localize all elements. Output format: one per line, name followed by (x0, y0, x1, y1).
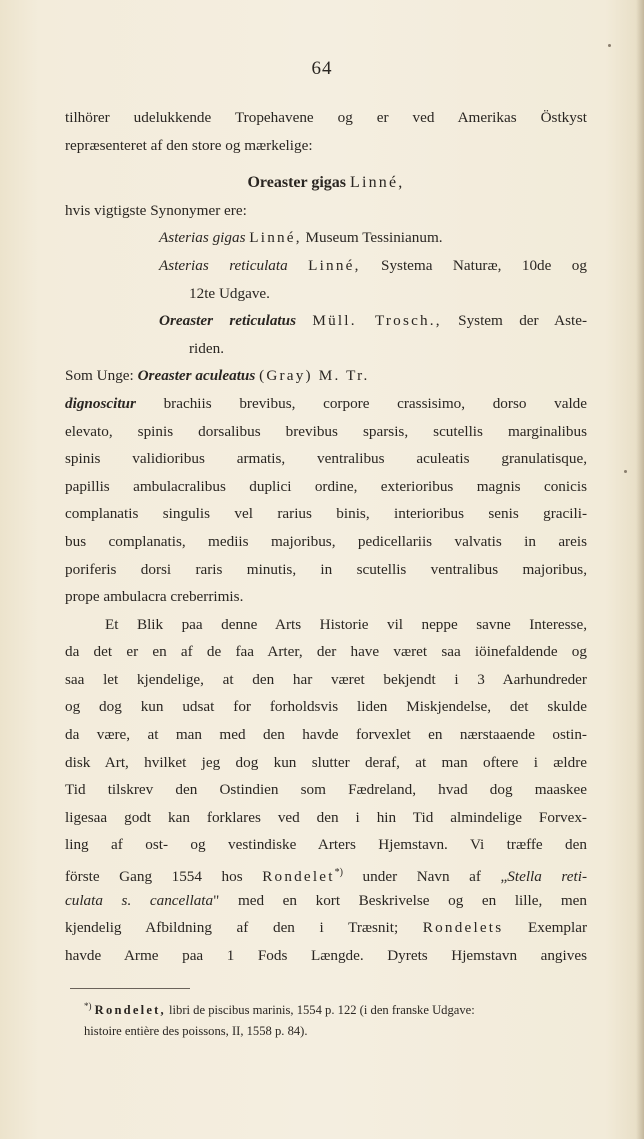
footnote-author: Rondelet, (94, 1003, 166, 1018)
paragraph-line: og dog kun udsat for forholdsvis liden Miskjendelse, det skulde (65, 698, 587, 716)
footnote-divider (70, 988, 190, 989)
text-line: repræsenteret af den store og mærkelige: (65, 136, 313, 154)
synonym-entry (65, 307, 587, 335)
synonym-entry (65, 252, 587, 280)
quote-close: " (213, 891, 220, 909)
synonym-source: Museum Tessinianum. (305, 229, 443, 247)
paragraph-line (65, 859, 587, 887)
synonym-name: Oreaster reticulatus (159, 312, 297, 330)
synonym-source: System der Aste- (458, 312, 587, 330)
footnote-marker: *) (334, 867, 343, 879)
paragraph-line: Tid tilskrev den Ostindien som Fædreland, hvad dog maaskee (65, 781, 587, 799)
paragraph-line (65, 914, 587, 942)
text-run: kjendelig Afbildning af den i Træsnit; (65, 919, 399, 937)
diagnosis-line: papillis ambulacralibus duplici ordine, exterioribus magnis conicis (65, 477, 587, 495)
diagnosis-line (65, 390, 587, 418)
paragraph-line: havde Arme paa 1 Fods Længde. Dyrets Hjemstavn angives (65, 946, 587, 964)
synonym-author: Linné, (308, 256, 361, 274)
paragraph-line: da være, at man med den havde forvexlet en nærstaaende ostin- (65, 726, 587, 744)
paper-speck (624, 470, 627, 473)
text-run: med en kort Beskrivelse og en lille, men (237, 891, 587, 909)
footnote-line: histoire entière des poissons, II, 1558 p. 84). (84, 1024, 308, 1039)
species-author: Linné, (349, 174, 405, 192)
footnote-marker: *) (84, 1001, 92, 1011)
synonym-author: Linné, (249, 229, 302, 247)
species-heading (65, 169, 587, 197)
species-name: Oreaster gigas (247, 174, 346, 192)
paragraph-line: Et Blik paa denne Arts Historie vil neppe savne Interesse, (105, 615, 587, 633)
paragraph-line: da det er en af de faa Arter, der have været saa iöinefaldende og (65, 643, 587, 661)
synonym-continuation: 12te Udgave. (189, 284, 270, 302)
diagnosis-line: complanatis singulis vel rarius binis, interioribus senis gracili- (65, 505, 587, 523)
diagnosis-line: elevato, spinis dorsalibus brevibus sparsis, scutellis marginalibus (65, 422, 587, 440)
page-number: 64 (311, 58, 333, 79)
paragraph-line: ligesaa godt kan forklares ved den i hin Tid almindelige Forvex- (65, 808, 587, 826)
synonym-author: Müll. Trosch., (312, 312, 442, 330)
text-run: Exemplar (527, 919, 588, 937)
juvenile-synonym (65, 362, 587, 390)
som-unge-label: Som Unge: (65, 367, 134, 385)
text-line: tilhörer udelukkende Tropehavene og er ved Amerikas Östkyst (65, 109, 587, 126)
footnote-line (84, 996, 584, 1021)
footnote (84, 996, 584, 1042)
diagnosis-line: bus complanatis, mediis majoribus, pedicellariis valvatis in areis (65, 532, 587, 550)
paragraph-line (65, 887, 587, 915)
synonym-source: Systema Naturæ, 10de og (381, 256, 587, 274)
text-run: under Navn af (362, 868, 481, 886)
author-name: Rondelet (262, 868, 335, 886)
quote-open: „ (500, 868, 508, 886)
paragraph-line: saa let kjendelige, at den har været bekjendt i 3 Aarhundreder (65, 670, 587, 688)
diagnosis-line: prope ambulacra creberrimis. (65, 588, 244, 606)
footnote-text: libri de piscibus marinis, 1554 p. 122 (i den franske Udgave: (169, 1003, 475, 1018)
juvenile-author: (Gray) M. Tr. (259, 367, 370, 385)
diagnosis-text: brachiis brevibus, corpore crassisimo, dorso valde (163, 394, 588, 412)
diagnosis-line: poriferis dorsi raris minutis, in scutellis ventralibus majoribus, (65, 560, 587, 578)
juvenile-name: Oreaster aculeatus (137, 367, 256, 385)
work-title: Stella reti- (507, 868, 587, 886)
paragraph-line: ling af ost- og vestindiske Arters Hjemstavn. Vi træffe den (65, 836, 587, 854)
page-text (65, 104, 587, 969)
diagnosis-lead: dignoscitur (65, 394, 136, 412)
synonym-entry (65, 224, 587, 252)
author-name: Rondelets (422, 919, 504, 937)
synonym-name: Asterias reticulata (159, 256, 288, 274)
text-line: hvis vigtigste Synonymer ere: (65, 201, 247, 219)
page-edge-shadow (636, 0, 644, 1139)
diagnosis-line: spinis validioribus armatis, ventralibus aculeatis granulatisque, (65, 450, 587, 468)
paper-speck (608, 44, 611, 47)
synonym-continuation: riden. (189, 339, 225, 357)
text-run: förste Gang 1554 hos (65, 868, 243, 886)
work-title: culata s. cancellata (65, 891, 214, 909)
synonym-name: Asterias gigas (159, 229, 246, 247)
paragraph-line: disk Art, hvilket jeg dog kun slutter deraf, at man oftere i ældre (65, 753, 587, 771)
